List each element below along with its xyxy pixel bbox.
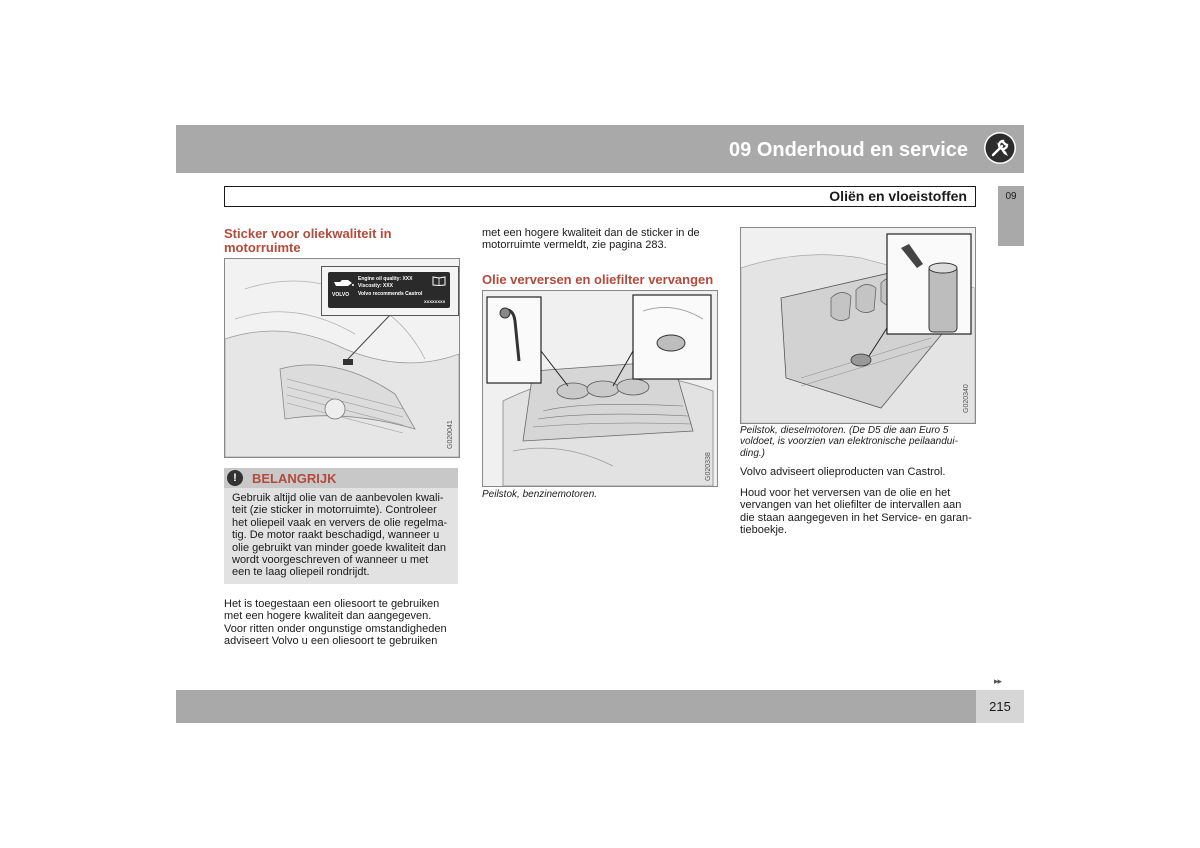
- diesel-figure-caption: [740, 425, 980, 459]
- warning-icon: !: [227, 470, 243, 486]
- sticker-castrol: Volvo recommends Castrol: [358, 291, 423, 297]
- important-line: Gebruik altijd olie van de aanbevolen kwali-: [232, 492, 444, 504]
- important-line: teit (zie sticker in motorruimte). Controleer: [232, 504, 437, 517]
- chapter-header: [176, 125, 1024, 173]
- oil-change-heading: Olie verversen en oliefilter vervangen: [482, 272, 714, 287]
- chapter-tab-label: 09: [1005, 191, 1017, 202]
- page-number: 215: [989, 699, 1011, 714]
- important-line: wordt voorgeschreven of wanneer u met: [232, 554, 429, 567]
- important-line: tig. De motor raakt beschadigd, wanneer u: [232, 529, 440, 542]
- sticker-heading: [224, 227, 458, 255]
- caption-line: ding.): [740, 447, 766, 459]
- page-number-box: [976, 690, 1024, 723]
- petrol-figure-caption: Peilstok, benzinemotoren.: [482, 489, 598, 500]
- paragraph-line: vervangen van het oliefilter de intervallen aan: [740, 499, 962, 512]
- footer-band: [176, 690, 1024, 723]
- engine-bay-sticker-figure: [224, 258, 460, 458]
- sticker-label: [328, 272, 450, 308]
- figure-code: G020041: [447, 420, 454, 449]
- paragraph-line: Voor ritten onder ongunstige omstandigheden: [224, 622, 447, 635]
- important-body: [224, 488, 458, 584]
- manual-book-icon: [432, 276, 446, 286]
- sticker-brand: VOLVO: [332, 292, 350, 298]
- caption-line: Peilstok, dieselmotoren. (De D5 die aan Euro 5: [740, 425, 949, 436]
- petrol-engine-illustration: [483, 291, 717, 486]
- section-title: Oliën en vloeistoffen: [829, 188, 967, 204]
- continued-arrows-icon: ▸▸: [994, 676, 1002, 686]
- diesel-dipstick-figure: [740, 227, 976, 424]
- castrol-paragraph: Volvo adviseert olieproducten van Castrol.: [740, 466, 946, 478]
- section-bar: [224, 186, 976, 207]
- sticker-viscosity: Viscosity: XXX: [358, 283, 393, 289]
- important-header: [224, 468, 458, 488]
- important-text: [232, 492, 454, 579]
- oil-can-icon: [332, 276, 354, 288]
- figure-code: G020338: [705, 452, 712, 481]
- paragraph-line: motorruimte vermeldt, zie pagina 283.: [482, 239, 667, 252]
- sticker-oil-quality: Engine oil quality: XXX: [358, 276, 413, 282]
- paragraph-line: Het is toegestaan een oliesoort te gebruiken: [224, 598, 440, 610]
- chapter-title: 09 Onderhoud en service: [729, 139, 968, 161]
- sticker-heading-line1: Sticker voor oliekwaliteit in: [224, 226, 392, 241]
- sticker-code: XXXXXXXX: [424, 299, 446, 304]
- caption-line: voldoet, is voorzien van elektronische peilaandui-: [740, 436, 958, 448]
- important-title: BELANGRIJK: [252, 471, 337, 486]
- paragraph-line: adviseert Volvo u een oliesoort te gebruiken: [224, 635, 438, 648]
- oil-quality-sticker: [321, 266, 459, 316]
- paragraph-line: met een hogere kwaliteit dan de sticker in de: [482, 227, 700, 239]
- paragraph-line: die staan aangegeven in het Service- en garan-: [740, 511, 972, 524]
- paragraph-line: Houd voor het verversen van de olie en het: [740, 487, 951, 499]
- important-line: een te laag oliepeil rondrijdt.: [232, 566, 370, 579]
- wrench-screwdriver-icon: [982, 130, 1018, 166]
- sticker-heading-line2: motorruimte: [224, 240, 301, 255]
- paragraph-line: met een hogere kwaliteit dan aangegeven.: [224, 610, 432, 623]
- continued-paragraph: [482, 227, 722, 252]
- chapter-tab: [998, 186, 1024, 246]
- interval-paragraph: [740, 487, 980, 537]
- important-line: het oliepeil vaak en ververs de olie regelma-: [232, 516, 448, 529]
- important-line: olie gebruikt van minder goede kwaliteit dan: [232, 541, 447, 554]
- diesel-engine-illustration: [741, 228, 975, 423]
- paragraph-line: tieboekje.: [740, 524, 788, 537]
- petrol-dipstick-figure: [482, 290, 718, 487]
- figure-code: G020340: [963, 384, 970, 413]
- oil-type-paragraph: [224, 598, 464, 648]
